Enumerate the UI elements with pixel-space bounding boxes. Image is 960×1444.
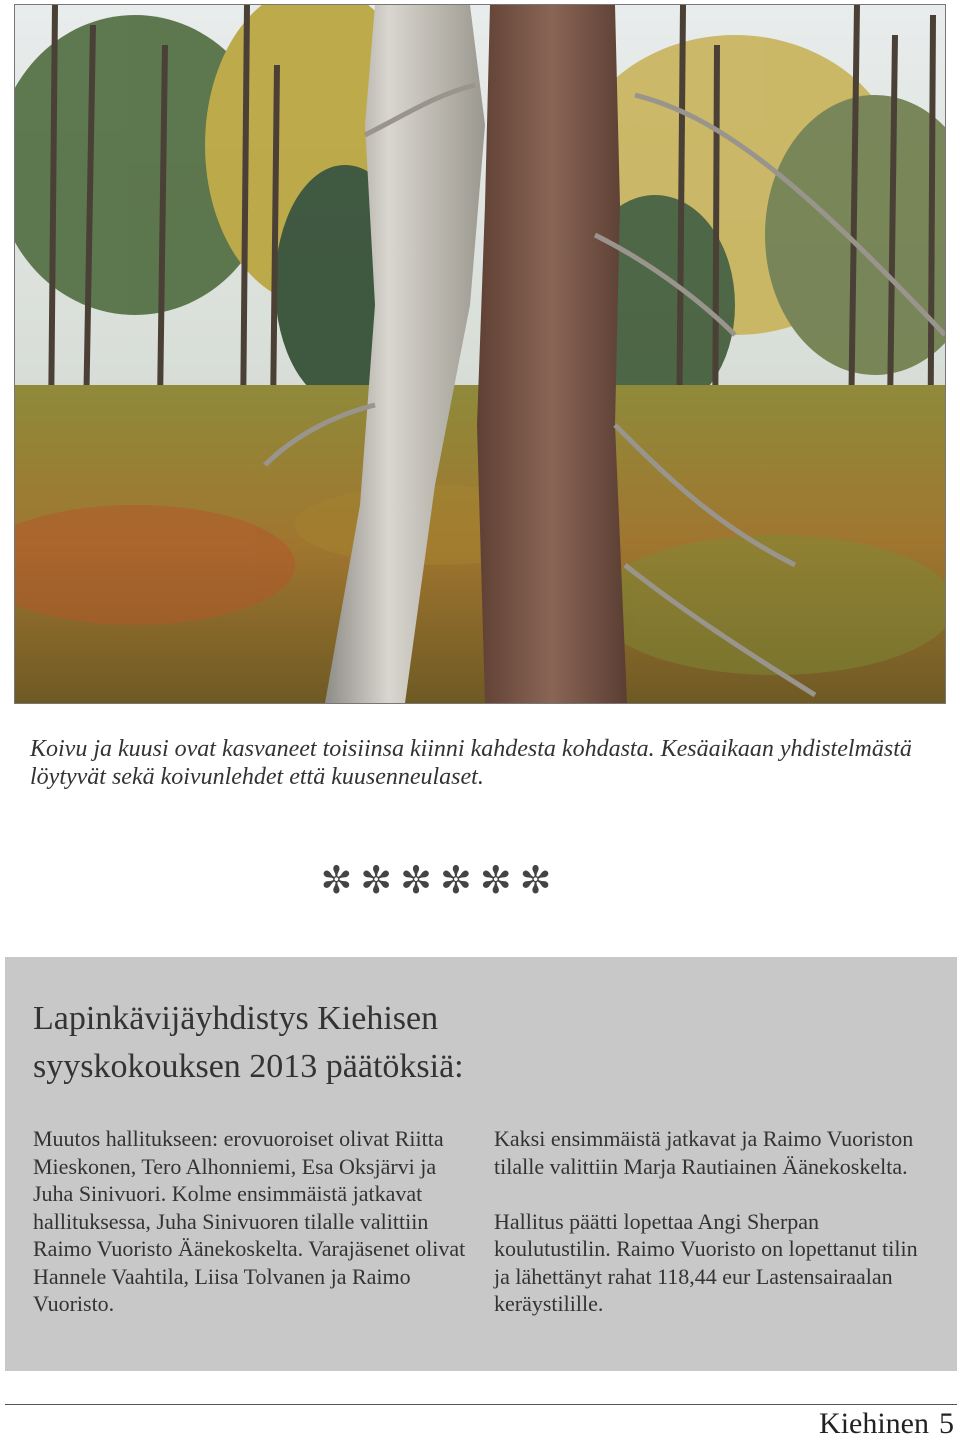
- box-title-line-2: syyskokouksen 2013 päätöksiä:: [33, 1048, 464, 1085]
- publication-name: Kiehinen: [819, 1407, 929, 1440]
- right-paragraph-1: Kaksi ensimmäistä jatkavat ja Raimo Vuoriston tilalle valittiin Marja Rautiainen Äänekoskelta.: [494, 1126, 914, 1179]
- asterisk-ornament-divider: ✼✼✼✼✼✼: [320, 858, 560, 902]
- forest-photo: [14, 4, 946, 704]
- footer-rule: [5, 1404, 957, 1405]
- right-column: [494, 1125, 934, 1318]
- photo-caption: Koivu ja kuusi ovat kasvaneet toisiinsa kiinni kahdesta kohdasta. Kesäaikaan yhdistelmästä löytyvät sekä koivunlehdet että kuusenneulaset.: [30, 736, 912, 790]
- left-column: [33, 1125, 473, 1318]
- box-title-line-1: Lapinkävijäyhdistys Kiehisen: [33, 1000, 439, 1037]
- left-paragraph: Muutos hallitukseen: erovuoroiset olivat Riitta Mieskonen, Tero Alhonniemi, Esa Oksjärvi ja Juha Sinivuori. Kolme ensimmäistä jatkavat hallituksessa, Juha Sinivuoren tilalle valittiin Raimo Vuoristo Äänekoskelta. Varajäsenet olivat Hannele Vaahtila, Liisa Tolvanen ja Raimo Vuoristo.: [33, 1126, 466, 1316]
- box-title: [33, 995, 733, 1091]
- meeting-decisions-box: [5, 957, 957, 1371]
- right-paragraph-2: Hallitus päätti lopettaa Angi Sherpan koulutustilin. Raimo Vuoristo on lopettanut tilin ja lähettänyt rahat 118,44 eur Lastensairaalan keräystilille.: [494, 1208, 918, 1316]
- page-footer: [819, 1404, 954, 1444]
- forest-photo-illustration: [15, 5, 945, 703]
- page-number: 5: [939, 1407, 954, 1440]
